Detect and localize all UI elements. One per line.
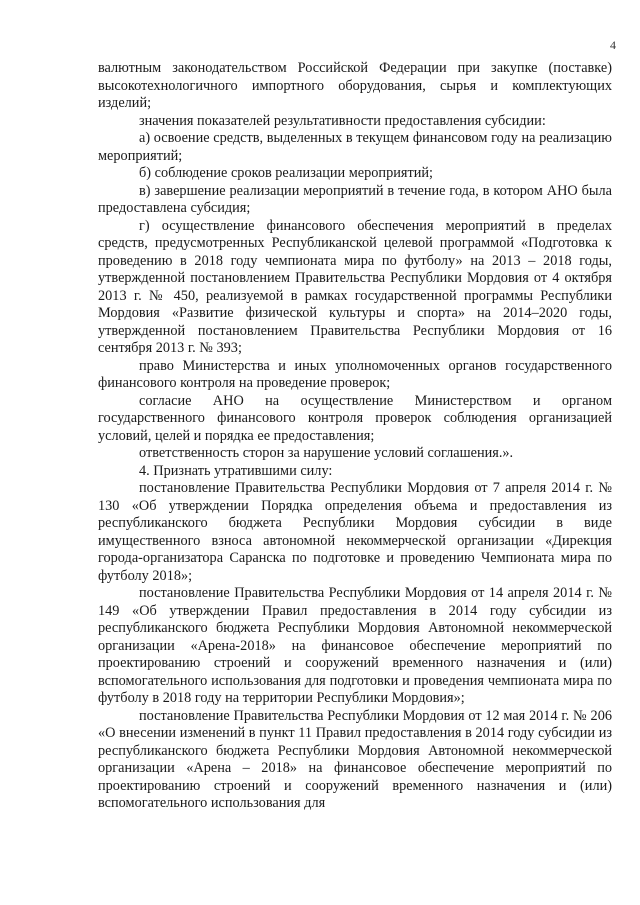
- paragraph: право Министерства и иных уполномоченных органов государственного финансового контроля на проведение проверок;: [98, 357, 612, 391]
- paragraph: постановление Правительства Республики Мордовия от 7 апреля 2014 г. № 130 «Об утверждении Порядка определения объема и предоставления из республиканского бюджета Республики Мордовия субсидии в виде имущественного взноса автономной некоммерческой организации «Дирекция города-организатора Саранска по подготовке и проведению Чемпионата мира по футболу 2018»;: [98, 480, 612, 584]
- paragraph: б) соблюдение сроков реализации мероприятий;: [139, 165, 433, 181]
- paragraph: постановление Правительства Республики Мордовия от 12 мая 2014 г. № 206 «О внесении изменений в пункт 11 Правил предоставления в 2014 году субсидии из республиканского бюджета Республики Мордовия Автономной некоммерческой организации «Арена – 2018» на финансовое обеспечение мероприятий по проектированию строений и сооружений временного назначения и (или) вспомогательного использования для: [98, 707, 612, 811]
- page-number: 4: [610, 38, 616, 52]
- paragraph: г) осуществление финансового обеспечения мероприятий в пределах средств, предусмотренных Республиканской целевой программой «Подготовка к проведению в 2018 году чемпионата мира по футболу» на 2013 – 2018 годы, утвержденной постановлением Правительства Республики Мордовия от 4 октября 2013 г. № 450, реализуемой в рамках государственной программы Республики Мордовия «Развитие физической культуры и спорта» на 2014–2020 годы, утвержденной постановлением Правительства Республики Мордовия от 16 сентября 2013 г. № 393;: [98, 217, 612, 356]
- paragraph: валютным законодательством Российской Федерации при закупке (поставке) высокотехнологичного импортного оборудования, сырья и комплектующих изделий;: [98, 60, 612, 111]
- paragraph: 4. Признать утратившими силу:: [139, 462, 333, 479]
- paragraph: ответственность сторон за нарушение условий соглашения.».: [139, 445, 514, 461]
- paragraph: постановление Правительства Республики Мордовия от 14 апреля 2014 г. № 149 «Об утверждении Правил предоставления в 2014 году субсидии из республиканского бюджета Республики Мордовия Автономной некоммерческой организации «Арена-2018» на финансовое обеспечение мероприятий по проектированию строений и сооружений временного назначения и (или) вспомогательного использования для подготовки и проведения чемпионата мира по футболу в 2018 году на территории Республики Мордовия»;: [98, 585, 612, 706]
- document-body: [98, 60, 612, 813]
- paragraph: согласие АНО на осуществление Министерством и органом государственного финансового контроля проверок соблюдения организацией условий, целей и порядка ее предоставления;: [98, 392, 612, 444]
- paragraph: в) завершение реализации мероприятий в течение года, в котором АНО была предоставлена субсидия;: [98, 182, 612, 216]
- paragraph: а) освоение средств, выделенных в текущем финансовом году на реализацию мероприятий;: [98, 130, 612, 164]
- paragraph: значения показателей результативности предоставления субсидии:: [139, 112, 546, 129]
